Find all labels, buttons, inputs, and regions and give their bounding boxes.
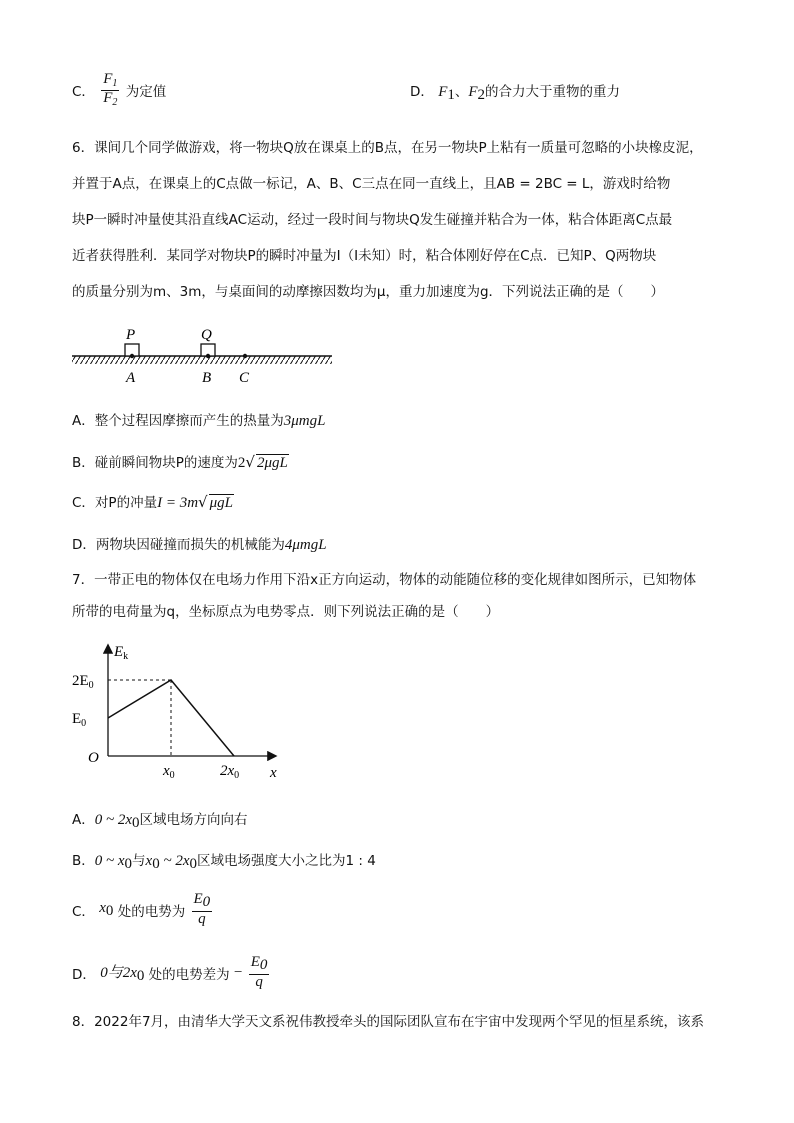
e0-over-q-fraction: $\frac{E_0}{q}$ xyxy=(250,954,268,990)
e0-over-q-fraction: $\frac{E_0}{q}$ xyxy=(193,891,211,927)
label-b: B xyxy=(202,370,212,386)
option-label: D． xyxy=(410,84,434,100)
q7-line-1: 7．一带正电的物体仅在电场力作用下沿x正方向运动，物体的动能随位移的变化规律如图所示，已知物体 xyxy=(72,572,697,588)
q7-option-c: C． $x_0$ 处的电势为 $\frac{E_0}{q}$ xyxy=(72,891,211,927)
x-tick-label-0: $x_0$ xyxy=(163,763,175,781)
q6-line-1: 6．课间几个同学做游戏，将一物块Q放在课桌上的B点，在另一物块P上粘有一质量可忽略的小块橡皮泥， xyxy=(72,140,703,156)
origin-label: O xyxy=(88,750,99,766)
sqrt-sign: √ xyxy=(198,493,208,511)
table-surface-hatching xyxy=(72,356,332,364)
q6-line-4: 近者获得胜利．某同学对物块P的瞬时冲量为I（I未知）时，粘合体刚好停在C点．已知P、Q两物块 xyxy=(72,248,657,264)
x-tick-label-1: $2x_0$ xyxy=(220,763,240,781)
q6-option-c: C．对P的冲量I = 3m√ μgL xyxy=(72,493,233,511)
option-text: 为定值 xyxy=(125,84,167,100)
prev-option-c xyxy=(72,72,166,108)
q6-line-5: 的质量分别为m、3m，与桌面间的动摩擦因数均为μ，重力加速度为g．下列说法正确的是（ ） xyxy=(72,284,665,300)
x-axis-label: x xyxy=(270,765,277,781)
label-a: A xyxy=(126,370,136,386)
q6-line-2: 并置于A点，在课桌上的C点做一标记，A、B、C三点在同一直线上，且AB = 2BC = L，游戏时给物 xyxy=(72,176,671,192)
option-label: C． xyxy=(72,84,95,100)
q6-table-figure xyxy=(68,320,338,390)
q8-line-1: 8．2022年7月，由清华大学天文系祝伟教授牵头的国际团队宣布在宇宙中发现两个罕见的恒星系统，该系 xyxy=(72,1014,705,1030)
f1-over-f2-fraction: $\frac{F_1}{F_2}$ xyxy=(103,71,118,108)
y-axis-label: $E_k$ xyxy=(114,644,129,662)
q6-option-d: D．两物块因碰撞而损失的机械能为4μmgL xyxy=(72,537,327,553)
option-text: 的合力大于重物的重力 xyxy=(485,84,621,100)
label-q: Q xyxy=(201,327,212,343)
point-b-dot xyxy=(206,354,210,358)
q7-option-b: B．0 ~ $x_0$与$x_0$ ~ $2x_0$区域电场强度大小之比为1 : 4 xyxy=(72,853,376,872)
q7-line-2: 所带的电荷量为q，坐标原点为电势零点．则下列说法正确的是（ ） xyxy=(72,604,500,620)
ek-displacement-chart xyxy=(70,636,285,781)
label-c: C xyxy=(239,370,250,386)
point-c-dot xyxy=(243,354,247,358)
label-p: P xyxy=(126,327,136,343)
q6-option-a: A．整个过程因摩擦而产生的热量为3μmgL xyxy=(72,413,326,429)
y-tick-label-0: $E_0$ xyxy=(72,711,87,729)
q7-option-d: D． 0与$2x_0$ 处的电势差为 − $\frac{E_0}{q}$ xyxy=(72,954,268,990)
point-a-dot xyxy=(130,354,134,358)
q6-line-3: 块P一瞬时冲量使其沿直线AC运动，经过一段时间与物块Q发生碰撞并粘合为一体，粘合体距离C点最 xyxy=(72,212,673,228)
q7-option-a: A．0 ~ $2x_0$区域电场方向向右 xyxy=(72,812,248,831)
y-tick-label-1: $2E_0$ xyxy=(72,673,94,691)
prev-option-d: D． $F_1$、$F_2$的合力大于重物的重力 xyxy=(410,84,621,103)
q6-option-b: B．碰前瞬间物块P的速度为2√ 2μgL xyxy=(72,453,288,471)
sqrt-sign: √ xyxy=(245,453,255,471)
